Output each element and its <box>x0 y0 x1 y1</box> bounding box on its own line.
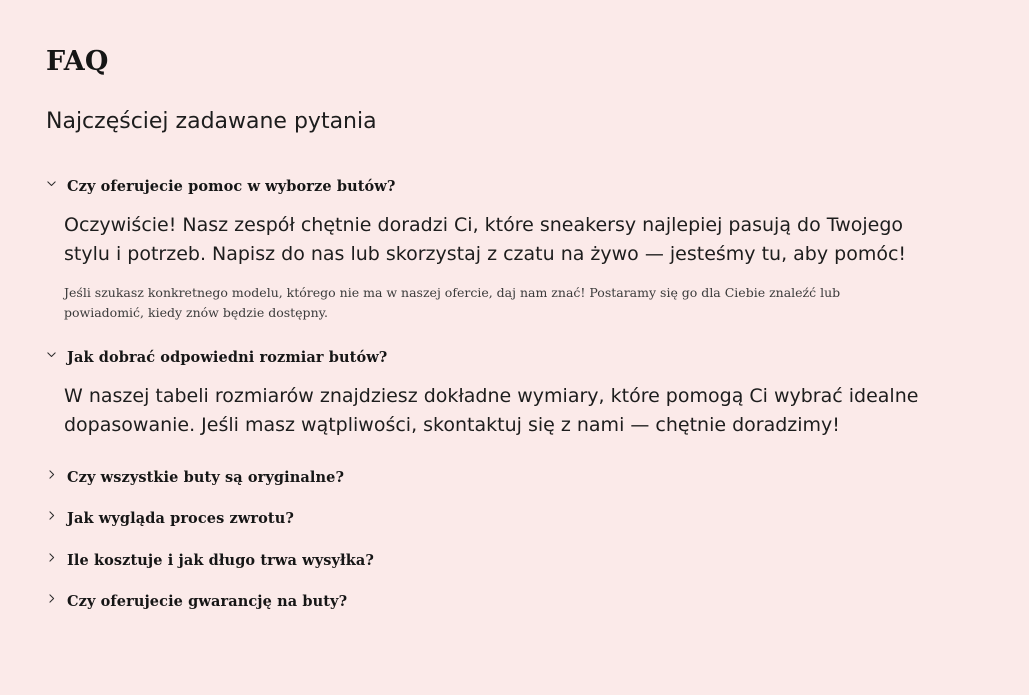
page-title: FAQ <box>46 46 109 77</box>
faq-item <box>46 540 983 582</box>
chevron-right-icon <box>46 552 58 563</box>
faq-item <box>46 171 983 324</box>
faq-question-toggle-2[interactable] <box>46 342 983 374</box>
chevron-right-icon <box>46 469 58 480</box>
faq-question-toggle-3[interactable] <box>46 457 983 499</box>
section-spacer <box>46 324 983 342</box>
faq-item <box>46 581 983 623</box>
faq-answer-panel-2 <box>46 374 983 443</box>
faq-answer-panel-1 <box>46 203 983 325</box>
faq-collapsed-group <box>46 457 983 623</box>
faq-question-toggle-1[interactable] <box>46 171 983 203</box>
chevron-down-icon <box>46 178 58 189</box>
page-subtitle: Najczęściej zadawane pytania <box>46 109 377 135</box>
faq-answer-note: Jeśli szukasz konkretnego modelu, którego nie ma w naszej ofercie, daj nam znać! Postaramy się go dla Ciebie znaleźć lub powiadomić, kiedy znów będzie dostępny. <box>64 285 841 320</box>
faq-accordion <box>46 171 983 623</box>
faq-answer-text: W naszej tabeli rozmiarów znajdziesz dokładne wymiary, które pomogą Ci wybrać idealne dopasowanie. Jeśli masz wątpliwości, skontaktuj się z nami — chętnie doradzimy! <box>64 384 919 437</box>
faq-question-label: Jak wygląda proces zwrotu? <box>67 510 294 528</box>
chevron-down-icon <box>46 349 58 360</box>
faq-question-label: Czy wszystkie buty są oryginalne? <box>67 468 345 486</box>
faq-question-label: Czy oferujecie gwarancję na buty? <box>67 593 348 611</box>
faq-item <box>46 498 983 540</box>
faq-question-label: Jak dobrać odpowiedni rozmiar butów? <box>67 349 388 367</box>
faq-question-label: Czy oferujecie pomoc w wyborze butów? <box>67 177 396 195</box>
faq-item <box>46 457 983 499</box>
section-spacer <box>46 443 983 457</box>
faq-question-toggle-5[interactable] <box>46 540 983 582</box>
faq-question-toggle-6[interactable] <box>46 581 983 623</box>
faq-answer-text: Oczywiście! Nasz zespół chętnie doradzi Ci, które sneakersy najlepiej pasują do Twojego stylu i potrzeb. Napisz do nas lub skorzystaj z czatu na żywo — jesteśmy tu, aby pomóc! <box>64 213 907 265</box>
chevron-right-icon <box>46 510 58 521</box>
faq-item <box>46 342 983 442</box>
faq-question-toggle-4[interactable] <box>46 498 983 540</box>
faq-question-label: Ile kosztuje i jak długo trwa wysyłka? <box>67 551 374 569</box>
chevron-right-icon <box>46 593 58 604</box>
